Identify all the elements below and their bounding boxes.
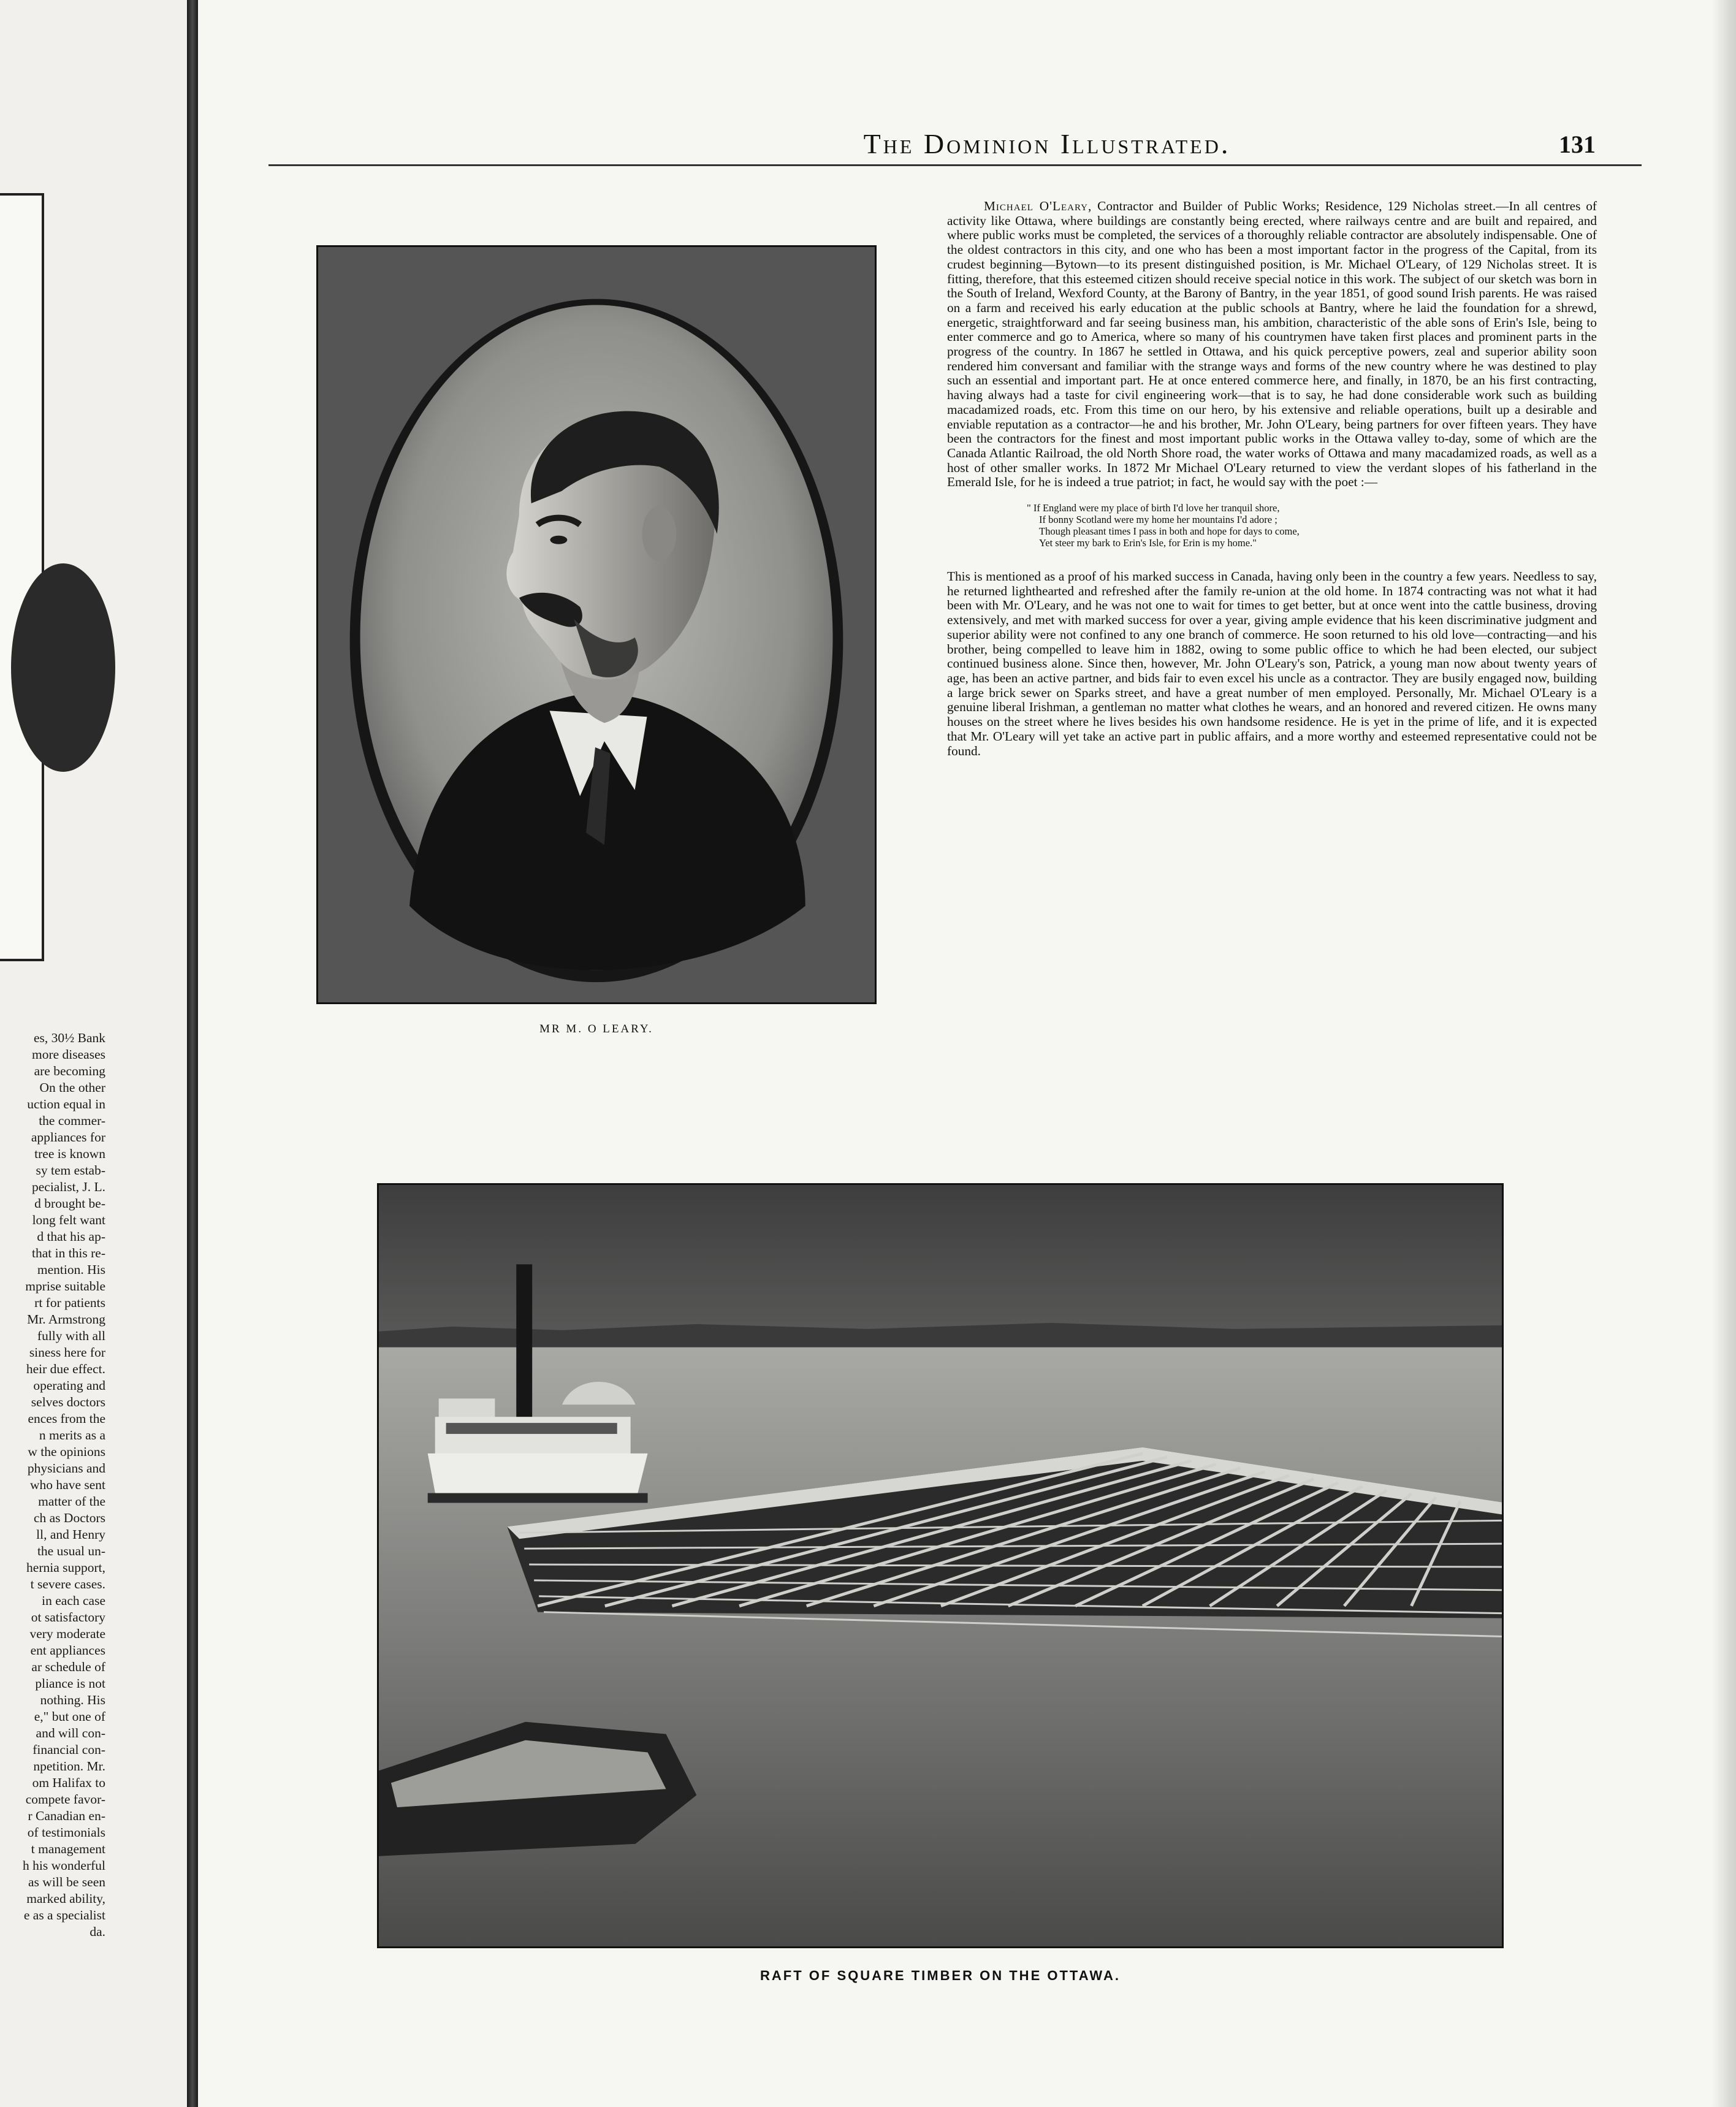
facing-page-line: operating and — [33, 1378, 105, 1393]
raft-caption: RAFT OF SQUARE TIMBER ON THE OTTAWA. — [760, 1968, 1121, 1983]
raft-engraving — [379, 1185, 1502, 1946]
facing-page-line: of testimonials — [27, 1825, 105, 1840]
page-edge-shadow — [1711, 0, 1736, 2107]
facing-page-line: more diseases — [31, 1047, 105, 1062]
facing-page-line: rt for patients — [34, 1295, 105, 1310]
poem-line: Yet steer my bark to Erin's Isle, for Erin is my home." — [1039, 537, 1257, 549]
facing-page-line: that in this re- — [31, 1246, 105, 1260]
portrait-photo — [316, 245, 877, 1004]
raft-photo — [377, 1183, 1504, 1948]
facing-page-line: ch as Doctors — [33, 1511, 105, 1525]
facing-page-line: w the opinions — [28, 1444, 105, 1459]
facing-page-line: tree is known — [34, 1146, 105, 1161]
facing-page-line: in each case — [42, 1593, 105, 1608]
facing-page-line: e as a specialist — [23, 1908, 105, 1922]
facing-page-line: uction equal in — [27, 1097, 105, 1111]
facing-page-line: d brought be- — [34, 1196, 105, 1211]
facing-page-line: ot satisfactory — [31, 1610, 105, 1625]
facing-page-line: Mr. Armstrong — [27, 1312, 105, 1327]
facing-page-text-column — [0, 1030, 105, 1940]
facing-page-line: are becoming — [34, 1064, 105, 1078]
article-paragraph-1-text: Contractor and Builder of Public Works; Residence, 129 Nicholas street.—In all centres of activity like Ottawa, where buildings are constantly being erected, where railways centre and are built and repaired, and where public works must be completed, the services of a thoroughly reliable contractor are absolutely indispensable. One of the oldest contractors in this city, and one who has been a most important factor in the progress of the Capital, from its crudest beginning—Bytown—to its present distinguished position, is Mr. Michael O'Leary, of 129 Nicholas street. It is fitting, therefore, that this esteemed citizen should receive special notice in this work. The subject of our sketch was born in the South of Ireland, Wexford County, at the Barony of Bantry, in the year 1851, of good sound Irish parents. He was raised on a farm and received his early education at the public schools at Bantry, where he laid the foundation for a shrewd, energetic, straightforward and far seeing business man, his ambition, characteristic of the able sons of Erin's Isle, being to enter commerce and go to America, where so many of his countrymen have taken first places and prominent parts in the progress of the country. In 1867 he settled in Ottawa, and his quick perceptive powers, zeal and superior ability soon rendered him conversant and familiar with the strange ways and forms of the new country where he was destined to play such an essential and important part. He at once entered commerce here, and finally, in 1870, be an his first contracting, having always had a taste for civil engineering work—that is to say, he had done considerable work such as building macadamized roads, etc. From this time on our hero, by his extensive and reliable operations, built up a desirable and enviable reputation as a contractor—he and his brother, Mr. John O'Leary, being partners for over fifteen years. They have been the contractors for the finest and most important public works in the Ottawa valley to-day, some of which are the Canada Atlantic Railroad, the old North Shore road, the water works of Ottawa and many macadamized roads, as well as a host of other smaller works. In 1872 Mr Michael O'Leary returned to view the verdant slopes of his fatherland in the Emerald Isle, for he is indeed a true patriot; in fact, he would say with the poet :— — [947, 199, 1597, 490]
facing-page-line: financial con- — [32, 1742, 105, 1757]
facing-page-line: da. — [89, 1924, 105, 1939]
book-gutter — [187, 0, 198, 2107]
facing-page-line: compete favor- — [25, 1792, 105, 1807]
facing-page-line: npetition. Mr. — [33, 1759, 105, 1774]
facing-page-line: ar schedule of — [31, 1659, 105, 1674]
facing-page-line: as will be seen — [28, 1875, 105, 1889]
article-paragraph-2: This is mentioned as a proof of his marked success in Canada, having only been in the country a few years. Needless to say, he returned lighthearted and refreshed after the family re-union at the old home. In 1874 contracting was not what it had been with Mr. O'Leary, and he was not one to wait for times to get better, but at once went into the cattle business, droving extensively, and met with marked success for over a year, giving ample evidence that his keen discriminative judgment and superior ability were not confined to any one branch of commerce. He soon returned to his old love—contracting—and his brother, being compelled to leave him in 1882, owing to some public office to which he had been elected, our subject continued business alone. Since then, however, Mr. John O'Leary's son, Patrick, a young man now about twenty years of age, has been an active partner, and bids fair to even excel his uncle as a contractor. They are busily engaged now, building a large brick sewer on Sparks street, and have a great number of men employed. Personally, Mr. Michael O'Leary is a genuine liberal Irishman, a gentleman no matter what clothes he wears, and an honored and revered citizen. He owns many houses on the street where he lives besides his own handsome residence. He is yet in the prime of life, and it is expected that Mr. O'Leary will yet take an active part in public affairs, and a more worthy and esteemed representative could not be found. — [947, 569, 1597, 758]
article-paragraph-1 — [947, 199, 1597, 490]
facing-page-line: who have sent — [30, 1477, 105, 1492]
header-rule — [268, 164, 1642, 166]
page-header-title: The Dominion Illustrated. — [863, 128, 1231, 159]
portrait-caption: MR M. O LEARY. — [539, 1023, 653, 1035]
facing-page-line: sy tem estab- — [36, 1163, 105, 1178]
facing-page-line: ll, and Henry — [36, 1527, 105, 1542]
facing-page-line: t management — [31, 1842, 105, 1856]
facing-page-line: mention. His — [37, 1262, 105, 1277]
facing-page-line: h his wonderful — [23, 1858, 105, 1873]
facing-page-line: nothing. His — [40, 1693, 105, 1707]
facing-page-line: fully with all — [37, 1328, 105, 1343]
facing-page-illustration-frame — [0, 193, 44, 961]
portrait-engraving — [318, 247, 875, 1002]
facing-page-line: pecialist, J. L. — [31, 1179, 105, 1194]
facing-page-line: r Canadian en- — [28, 1808, 105, 1823]
main-page — [198, 0, 1736, 2107]
article-lead-name: Michael O'Leary, — [984, 199, 1092, 213]
facing-page-portrait-oval — [11, 563, 115, 772]
facing-page-line: selves doctors — [31, 1395, 105, 1409]
facing-page-line: es, 30½ Bank — [33, 1031, 105, 1045]
page-number: 131 — [1559, 131, 1596, 158]
facing-page-line: the commer- — [39, 1113, 105, 1128]
poem-line: " If England were my place of birth I'd love her tranquil shore, — [1027, 502, 1280, 514]
facing-page-line: long felt want — [32, 1213, 105, 1227]
facing-page-line: e," but one of — [34, 1709, 105, 1724]
facing-page-line: On the other — [39, 1080, 105, 1095]
facing-page-line: mprise suitable — [25, 1279, 105, 1294]
facing-page-line: physicians and — [27, 1461, 105, 1476]
poem-quote — [1027, 502, 1597, 549]
facing-page-line: om Halifax to — [32, 1775, 105, 1790]
facing-page-line: hernia support, — [26, 1560, 105, 1575]
facing-page-line: ent appliances — [30, 1643, 105, 1658]
facing-page-line: ences from the — [28, 1411, 105, 1426]
article-body — [947, 199, 1597, 758]
facing-page-line: very moderate — [29, 1626, 105, 1641]
facing-page-line: d that his ap- — [37, 1229, 105, 1244]
facing-page-line: n merits as a — [39, 1428, 105, 1442]
facing-page-line: heir due effect. — [26, 1362, 105, 1376]
facing-page-line: siness here for — [29, 1345, 105, 1360]
facing-page-line: matter of the — [38, 1494, 105, 1509]
facing-page-line: marked ability, — [26, 1891, 105, 1906]
facing-page — [0, 0, 187, 2107]
facing-page-line: and will con- — [36, 1726, 105, 1740]
facing-page-line: pliance is not — [35, 1676, 105, 1691]
facing-page-line: the usual un- — [37, 1544, 105, 1558]
poem-line: Though pleasant times I pass in both and hope for days to come, — [1039, 525, 1300, 538]
facing-page-line: appliances for — [31, 1130, 105, 1145]
facing-page-line: t severe cases. — [30, 1577, 105, 1591]
poem-line: If bonny Scotland were my home her mountains I'd adore ; — [1039, 514, 1277, 526]
